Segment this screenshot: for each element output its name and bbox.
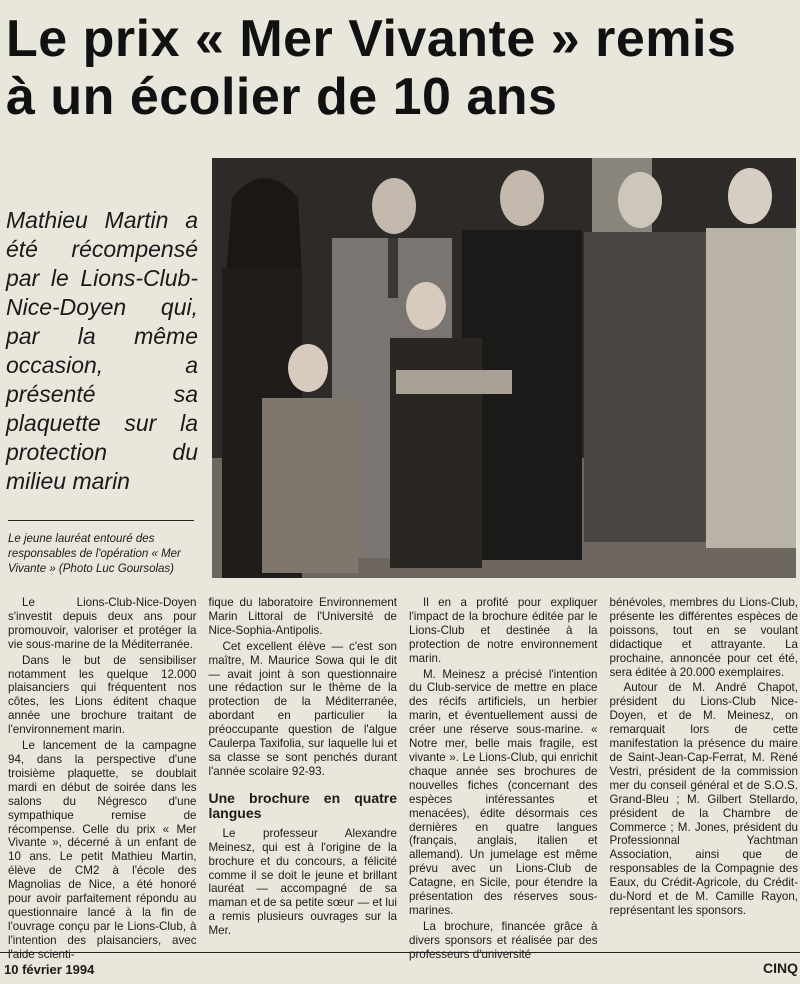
- column-4: [610, 596, 799, 936]
- paragraph: Autour de M. André Chapot, président du Lions-Club Nice-Doyen, et de M. Meinesz, on remarquait lors de cette manifestation la présence du maire de Saint-Jean-Cap-Ferrat, M. René Vestri, président de la commission mer du conseil général et de S.O.S. Grand-Bleu ; M. Gilbert Stellardo, président de la Chambre de Commerce ; M. Jones, président du Professionnal Yachtman Association, ainsi que de responsables de la Compagnie des Eaux, du Crédit-Agricole, du Crédit-du-Nord et de M. Camille Rayon, représentant les sponsors.: [609, 681, 798, 917]
- article-photo: [212, 158, 796, 578]
- paragraph: Le professeur Alexandre Meinesz, qui est à l'origine de la brochure et du concours, a félicité comme il se doit le jeune et brillant lauréat — accompagné de sa maman et de sa petite sœur — et lui a remis plusieurs ouvrages sur la Mer.: [208, 826, 397, 938]
- paragraph: bénévoles, membres du Lions-Club, présente les différentes espèces de poissons, tout en se voulant didactique et attrayante. La prochaine, annoncée pour cet été, sera éditée à 20.000 exemplaires.: [609, 596, 798, 679]
- footer-divider: [0, 952, 800, 953]
- caption-divider: [8, 520, 194, 521]
- column-2: [209, 596, 398, 936]
- publication-date: 10 février 1994: [4, 962, 95, 977]
- subheading: Une brochure en quatre langues: [208, 789, 397, 821]
- headline-line-2: à un écolier de 10 ans: [6, 68, 558, 126]
- paragraph: La brochure, financée grâce à divers sponsors et réalisée par des professeurs d'université: [409, 919, 598, 961]
- headline: [6, 10, 796, 126]
- paragraph: Il en a profité pour expliquer l'impact de la brochure éditée par le Lions-Club et destinée à la protection de notre environnement marin.: [409, 596, 598, 665]
- section-label: CINQ: [763, 960, 798, 976]
- article-body: [8, 596, 798, 961]
- paragraph: Cet excellent élève — c'est son maître, M. Maurice Sowa qui le dit — avait joint à son questionnaire une rédaction sur le thème de la protection de la Méditerranée, abordant en particulier la préoccupante question de l'algue Caulerpa Taxifolia, sur laquelle lui et sa classe se sont penchés durant l'année scolaire 92-93.: [208, 639, 397, 778]
- column-3: [409, 596, 598, 961]
- paragraph: Le Lions-Club-Nice-Doyen s'investit depuis deux ans pour promouvoir, valoriser et protéger la vie sous-marine de la Méditerranée.: [8, 596, 197, 651]
- paragraph: M. Meinesz a précisé l'intention du Club-service de mettre en place des récifs artificiels, un herbier marin, et éventuellement aussi de créer une réserve sous-marine. « Notre mer, belle mais fragile, est vivante ». Le Lions-Club, qui enrichit chaque année ses brochures de nouvelles fiches (concernant des espèces intéressantes et menacées), édite désormais ces dernières en quatre langues (français, anglais, italien et allemand). Un jumelage est même prévu avec un Lions-Club de Catagne, en Sicile, pour étendre la présentation des réserves sous-marines.: [409, 667, 598, 917]
- paragraph: fique du laboratoire Environnement Marin Littoral de l'Université de Nice-Sophia-Antipolis.: [208, 596, 397, 637]
- headline-line-1: Le prix « Mer Vivante » remis: [6, 10, 737, 68]
- paragraph: Dans le but de sensibiliser notamment les quelque 12.000 plaisanciers qui fréquentent nos côtes, les Lions éditent chaque année une brochure traitant de l'environnement marin.: [8, 653, 197, 737]
- lede: Mathieu Martin a été récompensé par le Lions-Club-Nice-Doyen qui, par la même occasion, a présenté sa plaquette sur la protection du milieu marin: [6, 207, 198, 494]
- photo-caption: Le jeune lauréat entouré des responsables de l'opération « Mer Vivante » (Photo Luc Goursolas): [8, 533, 181, 575]
- column-1: [8, 596, 197, 961]
- photo-illustration: [212, 158, 796, 578]
- paragraph: Le lancement de la campagne 94, dans la perspective d'une troisième plaquette, se doublait mardi en début de soirée dans les salons du Négresco d'une sympathique remise de récompense. Celle du prix « Mer Vivante », décerné à un enfant de 10 ans. Le petit Mathieu Martin, élève de CM2 à l'école des Magnolias de Nice, a été honoré pour avoir parfaitement répondu au questionnaire lancé à la fin de l'ouvrage conçu par le Lions-Club, à l'intention des plaisanciers, avec l'aide scienti-: [8, 739, 197, 961]
